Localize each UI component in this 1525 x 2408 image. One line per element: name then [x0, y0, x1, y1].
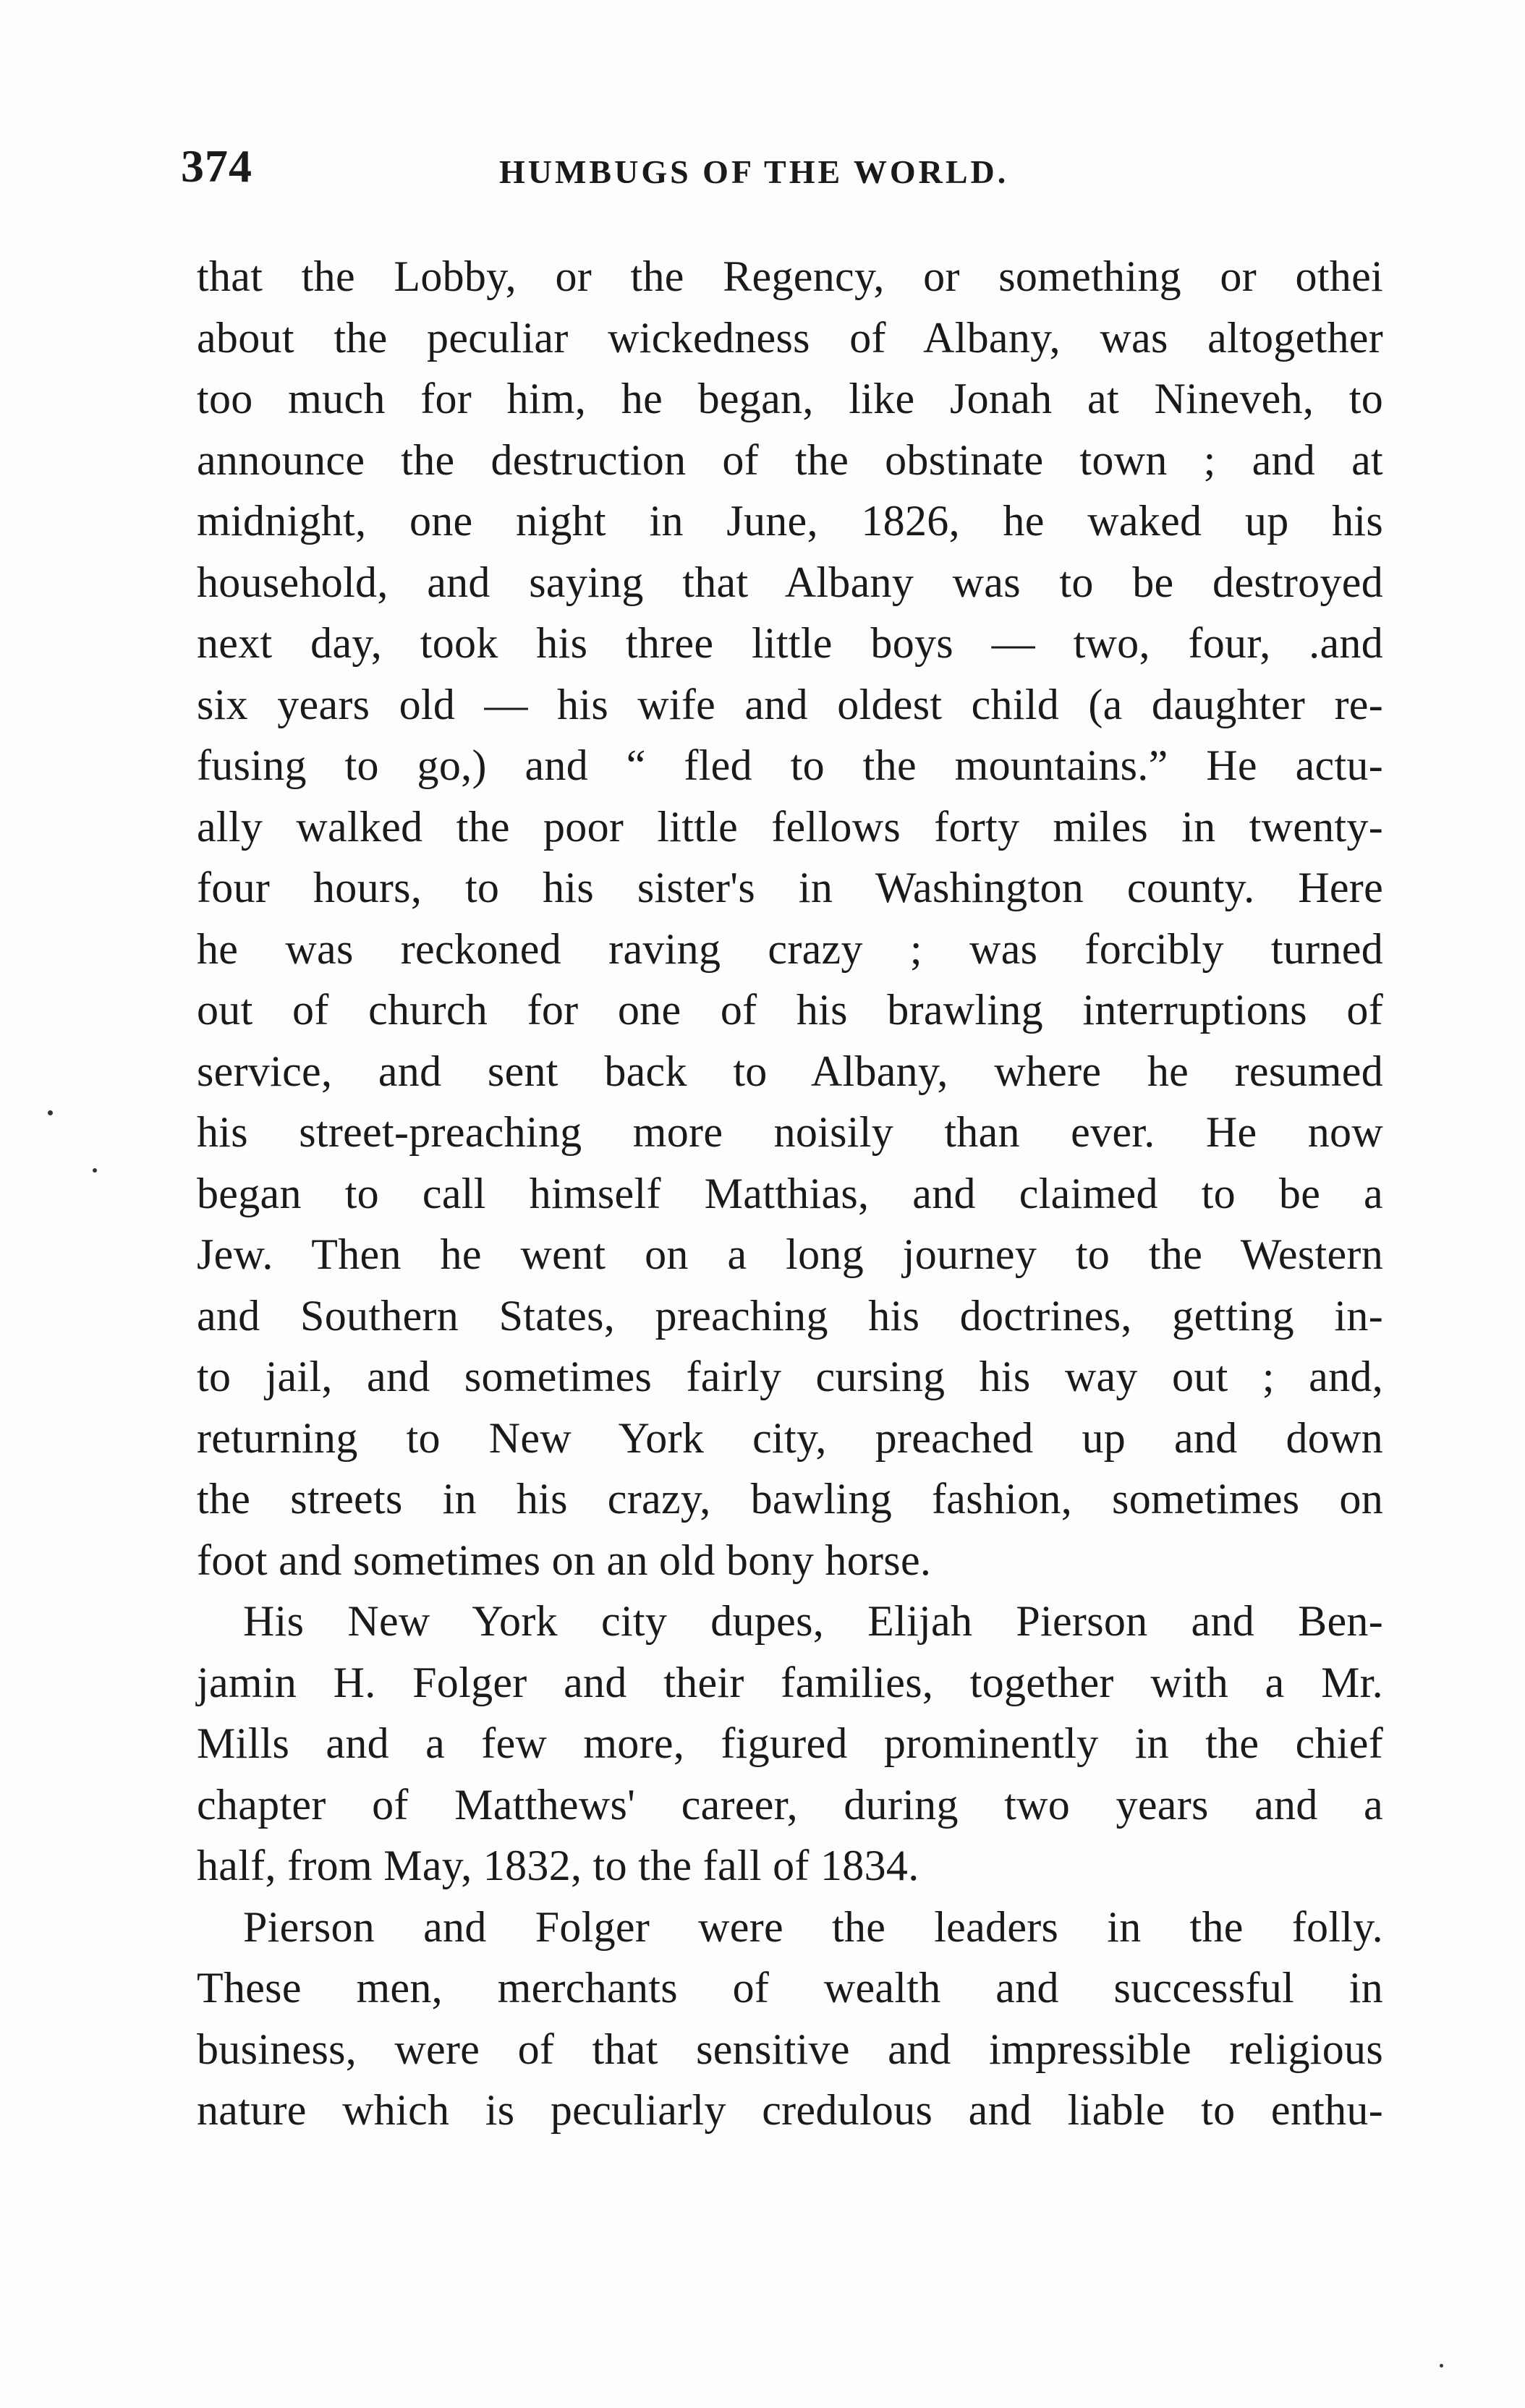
text-line: announce the destruction of the obstinate town ; and at — [197, 435, 1383, 484]
text-line: next day, took his three little boys — two, four, .and — [197, 619, 1383, 667]
text-line: household, and saying that Albany was to be destroyed — [197, 558, 1383, 606]
text-line: began to call himself Matthias, and claimed to be a — [197, 1169, 1383, 1217]
text-line: ally walked the poor little fellows forty miles in twenty- — [197, 802, 1383, 851]
text-line: four hours, to his sister's in Washington county. Here — [197, 864, 1383, 911]
text-line: that the Lobby, or the Regency, or something or othei — [197, 252, 1383, 300]
print-speck — [48, 1110, 53, 1115]
text-line: six years old — his wife and oldest child (a daughter re- — [197, 680, 1383, 728]
text-line: and Southern States, preaching his doctrines, getting in- — [197, 1291, 1383, 1340]
text-line: too much for him, he began, like Jonah at Nineveh, to — [197, 375, 1383, 422]
page-number: 374 — [181, 140, 252, 192]
text-line: returning to New York city, preached up and down — [197, 1413, 1383, 1462]
text-line: business, were of that sensitive and impressible religious — [197, 2025, 1383, 2073]
text-line: out of church for one of his brawling interruptions of — [197, 986, 1383, 1034]
text-line: he was reckoned raving crazy ; was forcibly turned — [197, 924, 1383, 973]
text-line: midnight, one night in June, 1826, he waked up his — [197, 497, 1383, 545]
text-line: Mills and a few more, figured prominently in the chief — [197, 1719, 1383, 1767]
text-line: These men, merchants of wealth and successful in — [197, 1964, 1383, 2012]
text-line: half, from May, 1832, to the fall of 1834. — [197, 1842, 919, 1889]
text-line: jamin H. Folger and their families, together with a Mr. — [197, 1658, 1383, 1706]
print-speck — [1440, 2364, 1443, 2367]
body-text — [197, 246, 1383, 2141]
text-line: foot and sometimes on an old bony horse. — [197, 1536, 932, 1584]
text-line: about the peculiar wickedness of Albany, was altogether — [197, 313, 1383, 362]
text-line: to jail, and sometimes fairly cursing his way out ; and, — [197, 1353, 1383, 1400]
running-head: HUMBUGS OF THE WORLD. — [499, 153, 1009, 190]
text-line: fusing to go,) and “ fled to the mountains.” He actu- — [197, 741, 1383, 789]
paragraph-first-line: Pierson and Folger were the leaders in the folly. — [243, 1902, 1383, 1951]
text-line: nature which is peculiarly credulous and liable to enthu- — [197, 2086, 1383, 2134]
paragraph-first-line: His New York city dupes, Elijah Pierson and Ben- — [243, 1597, 1383, 1645]
print-speck — [93, 1168, 97, 1173]
text-line: his street-preaching more noisily than ever. He now — [197, 1108, 1383, 1156]
text-line: Jew. Then he went on a long journey to the Western — [197, 1230, 1383, 1278]
text-line: chapter of Matthews' career, during two years and a — [197, 1780, 1383, 1829]
page-header — [181, 130, 1396, 203]
text-line: service, and sent back to Albany, where he resumed — [197, 1047, 1383, 1095]
text-line: the streets in his crazy, bawling fashion, sometimes on — [197, 1475, 1383, 1523]
